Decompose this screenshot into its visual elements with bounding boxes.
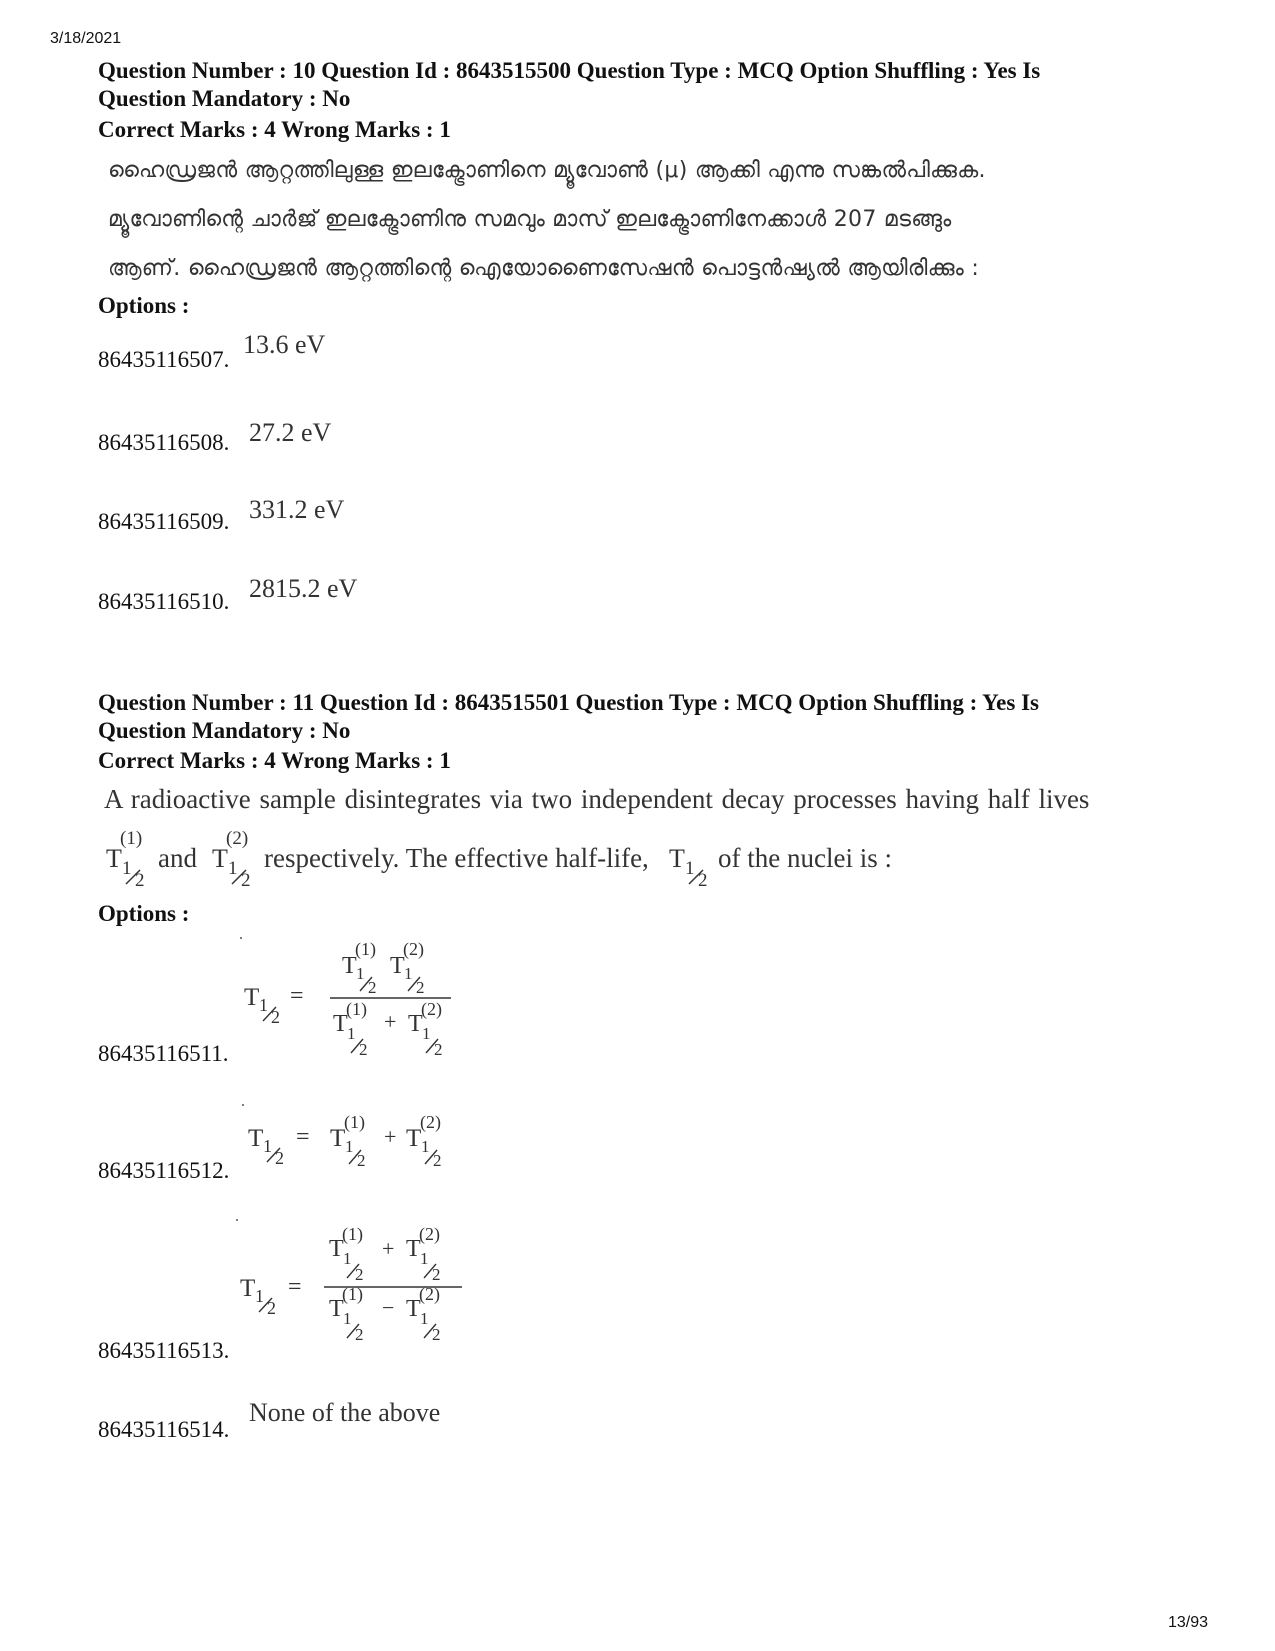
- plus-sign: +: [382, 1236, 395, 1261]
- t-symbol: T: [390, 953, 405, 979]
- t-symbol: T: [406, 1125, 422, 1152]
- half-numerator: 1: [343, 1249, 352, 1268]
- half-denominator: 2: [432, 1265, 441, 1284]
- half-numerator: 1: [122, 858, 132, 879]
- q11-marks: Correct Marks : 4 Wrong Marks : 1: [98, 748, 451, 773]
- q11-header: [98, 689, 1039, 745]
- plus-sign: +: [384, 1124, 397, 1149]
- half-denominator: 2: [433, 1151, 442, 1170]
- superscript-2: (2): [421, 999, 442, 1019]
- half-numerator: 1: [347, 1024, 356, 1043]
- denominator: [329, 1284, 441, 1344]
- t-symbol: T: [333, 1011, 348, 1037]
- superscript-1: (1): [344, 1112, 365, 1132]
- half-numerator: 1: [345, 1137, 354, 1156]
- half-numerator: 1: [343, 1309, 352, 1328]
- q10-header: [98, 57, 1040, 113]
- half-denominator: 2: [368, 978, 377, 997]
- q10-option-2-id: 86435116508.: [98, 430, 230, 455]
- q11-header-line2: Question Mandatory : No: [98, 718, 351, 743]
- half-denominator: 2: [432, 1325, 441, 1344]
- half-numerator: 1: [263, 1136, 272, 1156]
- superscript-2: (2): [403, 939, 424, 959]
- t-symbol: T: [106, 844, 122, 873]
- half-denominator: 2: [241, 870, 251, 891]
- superscript-1: (1): [342, 1224, 363, 1244]
- q10-option-4-id: 86435116510.: [98, 589, 230, 614]
- q10-option-1-id: 86435116507.: [98, 347, 230, 372]
- q11-option-1-formula[interactable]: [238, 935, 478, 1065]
- q11-text-line1: A radioactive sample disintegrates via two independent decay processes having half lives: [104, 784, 1090, 814]
- half-numerator: 1: [422, 1024, 431, 1043]
- q10-text-line3: ആണ്. ഹൈഡ്രജൻ ആറ്റത്തിന്റെ ഐയോണൈസേഷൻ പൊട്ടൻഷ്യൽ ആയിരിക്കും :: [108, 256, 980, 281]
- t-symbol: T: [342, 953, 357, 979]
- text-and: and: [158, 843, 197, 873]
- t-symbol: T: [244, 984, 260, 1011]
- superscript-2: (2): [419, 1224, 440, 1244]
- t-half-effective-term: [669, 844, 708, 891]
- t-symbol: T: [329, 1296, 344, 1322]
- numerator: [329, 1224, 441, 1284]
- q10-option-4-value[interactable]: 2815.2 eV: [249, 574, 358, 603]
- q11-header-line1: Question Number : 11 Question Id : 8643515501 Question Type : MCQ Option Shuffling : Yes Is: [98, 690, 1039, 715]
- superscript-1: (1): [342, 1284, 363, 1304]
- page-number: 13/93: [1168, 1614, 1209, 1631]
- equals-sign: =: [296, 1124, 310, 1150]
- half-numerator: 1: [356, 964, 365, 983]
- half-denominator: 2: [698, 870, 708, 891]
- plus-sign: +: [384, 1009, 397, 1034]
- q11-option-4-value[interactable]: None of the above: [249, 1398, 441, 1427]
- lhs-t-half: [244, 984, 280, 1027]
- t-symbol: T: [240, 1275, 256, 1302]
- denominator: [333, 999, 443, 1059]
- t-half-2-term: [212, 828, 251, 891]
- q10-option-3-value[interactable]: 331.2 eV: [249, 495, 345, 524]
- q11-option-2-formula[interactable]: [238, 1100, 468, 1180]
- half-denominator: 2: [359, 1040, 368, 1059]
- half-numerator: 1: [228, 858, 238, 879]
- superscript-2: (2): [419, 1284, 440, 1304]
- superscript-1: (1): [120, 828, 143, 849]
- t-symbol: T: [669, 844, 685, 873]
- half-numerator: 1: [420, 1309, 429, 1328]
- q11-option-3-formula[interactable]: [232, 1212, 472, 1362]
- half-denominator: 2: [355, 1265, 364, 1284]
- superscript-1: (1): [355, 939, 376, 959]
- half-numerator: 1: [421, 1137, 430, 1156]
- t-symbol: T: [212, 844, 228, 873]
- half-denominator: 2: [275, 1148, 284, 1168]
- q10-option-1-value[interactable]: 13.6 eV: [243, 330, 326, 359]
- half-denominator: 2: [271, 1007, 280, 1027]
- half-numerator: 1: [259, 995, 268, 1015]
- rhs-sum: [330, 1112, 442, 1170]
- lhs-t-half: [240, 1275, 276, 1318]
- q10-option-2-value[interactable]: 27.2 eV: [249, 418, 332, 447]
- half-numerator: 1: [255, 1286, 264, 1306]
- q10-header-line1: Question Number : 10 Question Id : 8643515500 Question Type : MCQ Option Shuffling : Yes Is: [98, 58, 1041, 83]
- half-denominator: 2: [267, 1298, 276, 1318]
- t-symbol: T: [329, 1236, 344, 1262]
- scan-dot: [236, 1219, 238, 1221]
- lhs-t-half: [248, 1125, 284, 1168]
- q10-option-3-id: 86435116509.: [98, 509, 230, 534]
- t-symbol: T: [406, 1236, 421, 1262]
- q11-option-2-id: 86435116512.: [98, 1158, 230, 1183]
- q11-option-4-id: 86435116514.: [98, 1417, 230, 1442]
- superscript-2: (2): [226, 828, 249, 849]
- half-numerator: 1: [685, 858, 695, 879]
- equals-sign: =: [288, 1274, 302, 1300]
- half-denominator: 2: [355, 1325, 364, 1344]
- scan-dot: [242, 1104, 244, 1106]
- print-date: 3/18/2021: [50, 30, 122, 47]
- numerator: [342, 939, 425, 997]
- half-denominator: 2: [357, 1151, 366, 1170]
- q10-text-line2: മ്യൂവോണിന്റെ ചാർജ് ഇലക്ട്രോണിനു സമവും മാസ് ഇലക്ട്രോണിനേക്കാൾ 207 മടങ്ങും: [108, 207, 952, 232]
- q10-options-label: Options :: [98, 293, 190, 318]
- half-numerator: 1: [420, 1249, 429, 1268]
- q11-option-1-id: 86435116511.: [98, 1041, 229, 1066]
- superscript-2: (2): [420, 1112, 441, 1132]
- q10-text-line1: ഹൈഡ്രജൻ ആറ്റത്തിലുള്ള ഇലക്ട്രോണിനെ മ്യൂവോൺ (μ) ആക്കി എന്നു സങ്കൽപിക്കുക.: [108, 158, 986, 183]
- superscript-1: (1): [346, 999, 367, 1019]
- half-denominator: 2: [416, 978, 425, 997]
- half-denominator: 2: [434, 1040, 443, 1059]
- scan-dot: [240, 937, 242, 939]
- q11-options-label: Options :: [98, 901, 190, 926]
- t-symbol: T: [248, 1125, 264, 1152]
- half-numerator: 1: [404, 964, 413, 983]
- half-denominator: 2: [135, 870, 145, 891]
- q11-text-line2: [100, 822, 920, 892]
- text-respectively: respectively. The effective half-life,: [264, 843, 649, 873]
- q10-header-line2: Question Mandatory : No: [98, 86, 351, 111]
- t-symbol: T: [330, 1125, 346, 1152]
- equals-sign: =: [290, 983, 304, 1009]
- t-half-1-term: [106, 828, 145, 891]
- q10-marks: Correct Marks : 4 Wrong Marks : 1: [98, 117, 451, 142]
- text-of-the-nuclei: of the nuclei is :: [718, 843, 892, 873]
- t-symbol: T: [408, 1011, 423, 1037]
- q11-option-3-id: 86435116513.: [98, 1338, 230, 1363]
- t-symbol: T: [406, 1296, 421, 1322]
- minus-sign: −: [382, 1295, 395, 1320]
